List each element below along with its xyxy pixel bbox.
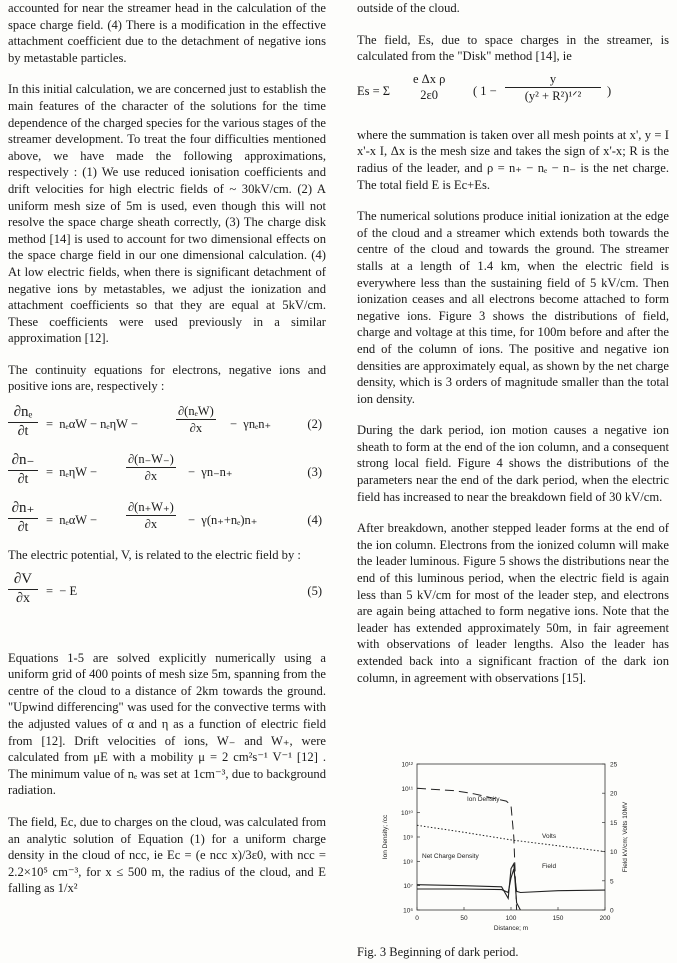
equation-4 xyxy=(8,499,326,543)
eq-lhs: Es = Σ xyxy=(357,83,391,98)
y-left-tick-label: 10¹² xyxy=(401,761,413,769)
eq-frac-num: y xyxy=(505,71,601,88)
eq-frac-den: 2ε0 xyxy=(420,87,439,102)
x-tick-label: 200 xyxy=(599,915,611,922)
series-label: Field xyxy=(542,863,557,870)
equation-5 xyxy=(8,570,326,614)
equation-number: (2) xyxy=(307,417,322,432)
paragraph: The field, Ec, due to charges on the cloud, was calculated from an analytic solution of Equation (1) for a uniform charge density in the cloud of ncc, ie Ec = (e ncc x)/3ε0, with ncc = 2.2×10⁵ cm⁻³, for x ≤ 500 m, the radius of the cloud, and E falling as 1/x² xyxy=(8,815,326,896)
series-label: Ion Density xyxy=(467,796,500,803)
series-label: Net Charge Density xyxy=(422,853,479,860)
eq-lhs-num: ∂nₑ xyxy=(8,403,38,423)
figure-caption: Fig. 3 Beginning of dark period. xyxy=(357,945,519,959)
x-tick-label: 50 xyxy=(460,915,468,922)
eq-frac-num: ∂(nₑW) xyxy=(178,404,214,419)
equation-number: (3) xyxy=(307,465,322,480)
paragraph: In this initial calculation, we are concerned just to establish the main features of the character of the solutions for the time dependence of the charged species for the various stages of the streamer development. To treat the four difficulties mentioned above, we have made the following approximations, respectively : (1) We use reduced ionisation coefficients and drift velocities for high electric fields of ~ 30kV/cm. (2) A uniform mesh size of 5m is used, even though this will not resolve the space charge sheath correctly, (3) The charge disk method [14] is used to account for two dimensional effects on the space charge field in our one dimensional calculation. (4) At low electric fields, when there is significant detachment of negative ions by metastables, we adjust the ionization and attachment coefficients so that they are equal at 5kV/cm. These coefficients were used previously in a similar approximation [12]. xyxy=(8,82,326,346)
eq-fraction-1 xyxy=(411,71,447,103)
paragraph: After breakdown, another stepped leader forms at the end of the ion column. Electrons from the ionized column will make the leader luminous. Figure 5 shows the distributions near the end of this luminous period, when the electric field is again less than 5 kV/cm for most of the leader step, and electrons are again being attached to form negative ions. Note that the leader has extended approximately 50m, in fair agreement with observations of leader lengths. Also the leader has extended back into a significant fraction of the dark ion column, in agreement with observations [15]. xyxy=(357,521,669,685)
eq-fraction xyxy=(126,451,176,484)
eq-frac-den: ∂x xyxy=(144,469,158,484)
y-right-tick-label: 0 xyxy=(610,907,614,915)
paragraph: The field, Es, due to space charges in the streamer, is calculated from the "Disk" method [14], ie xyxy=(357,32,669,64)
eq-rhs-tail: − γ(n₊+nₑ)n₊ xyxy=(188,513,258,528)
left-column xyxy=(8,0,326,912)
equation-number: (4) xyxy=(307,513,322,528)
eq-frac-num: ∂(n₊W₊) xyxy=(128,500,174,515)
eq-rhs: = nₑηW − xyxy=(46,465,98,480)
eq-mid: ( 1 − xyxy=(473,83,497,98)
series-line-net-charge-density xyxy=(417,864,520,910)
series-line-ion-density xyxy=(417,788,517,910)
series-label: Volts xyxy=(542,833,557,840)
eq-fraction-2 xyxy=(505,71,601,104)
eq-frac-num: e Δx ρ xyxy=(413,71,446,86)
y-right-tick-label: 10 xyxy=(610,849,618,857)
eq-lhs-den: ∂t xyxy=(17,520,29,536)
y-left-tick-label: 10¹¹ xyxy=(401,785,413,793)
equation-number: (5) xyxy=(307,583,322,598)
y-left-tick-label: 10⁶ xyxy=(403,907,413,915)
x-tick-label: 100 xyxy=(505,915,517,922)
right-column xyxy=(357,0,669,959)
x-axis-label: Distance; m xyxy=(493,925,529,932)
paragraph: During the dark period, ion motion causes a negative ion sheath to form at the end of the ion column, and a consequent strong local field. Figure 4 shows the distributions of the parameters near the end of the dark period, when the electric field has increased to near the breakdown field of 30 kV/cm. xyxy=(357,423,669,504)
x-tick-label: 150 xyxy=(552,915,564,922)
paragraph: accounted for near the streamer head in the calculation of the space charge field. (4) There is a modification in the effective attachment coefficient due to the detachment of negative ions by metastable particles. xyxy=(8,1,326,65)
eq-rhs: = nₑαW − nₑηW − xyxy=(46,417,138,432)
eq-lhs-num: ∂n₋ xyxy=(8,451,38,471)
eq-lhs-den: ∂t xyxy=(17,472,29,488)
y-right-axis-label: Field kV/cm; Volts 10MV xyxy=(622,801,629,873)
eq-lhs-num: ∂V xyxy=(8,570,38,590)
plot-frame xyxy=(417,764,605,910)
eq-lhs-den: ∂t xyxy=(17,424,29,440)
paragraph: where the summation is taken over all mesh points at x', y = I x'-x I, Δx is the mesh size and takes the sign of x'-x; R is the radius of the leader, and ρ = n₊ − nₑ − n₋ is the net charge. The total field E is Ec+Es. xyxy=(357,127,669,192)
equation-2 xyxy=(8,403,326,447)
y-left-tick-label: 10⁹ xyxy=(402,834,413,842)
series-line-volts xyxy=(417,825,605,851)
eq-end: ) xyxy=(607,83,612,98)
eq-frac-den: (y² + R²)¹ᐟ² xyxy=(524,88,582,103)
y-left-tick-label: 10⁸ xyxy=(403,858,413,866)
equation-disk-field xyxy=(357,71,669,111)
eq-lhs-num: ∂n₊ xyxy=(8,499,38,519)
y-left-tick-label: 10¹⁰ xyxy=(400,810,413,818)
eq-fraction xyxy=(126,499,176,532)
paragraph: Equations 1-5 are solved explicitly numerically using a uniform grid of 400 points of mesh size 5m, spanning from the centre of the cloud to a distance of 2km towards the ground. "Upwind differencing" was used for the convective terms with the adjusted values of α and η as a function of electric field from [12]. Drift velocities of ions, W₋ and W₊, were calculated from μE with a mobility μ = 2 cm²s⁻¹ V⁻¹ [12] . The minimum value of nₑ was set at 1cm⁻³, due to background radiation. xyxy=(8,650,326,798)
x-tick-label: 0 xyxy=(415,915,419,922)
paragraph: The continuity equations for electrons, negative ions and positive ions are, respectively : xyxy=(8,362,326,394)
figure-3-chart xyxy=(357,752,669,942)
eq-fraction xyxy=(176,403,216,436)
eq-rhs-tail: − γn₋n₊ xyxy=(188,465,233,480)
y-right-tick-label: 20 xyxy=(610,790,618,798)
eq-rhs-tail: − γnₑn₊ xyxy=(230,417,272,432)
y-left-axis-label: Ion Density; /cc xyxy=(382,814,389,860)
y-right-tick-label: 25 xyxy=(610,761,618,769)
eq-frac-den: ∂x xyxy=(144,517,158,532)
paragraph: The electric potential, V, is related to the electric field by : xyxy=(8,548,301,563)
eq-rhs: = − E xyxy=(46,583,78,598)
y-left-tick-label: 10⁷ xyxy=(403,883,413,891)
eq-lhs-den: ∂x xyxy=(16,590,30,606)
figure-3 xyxy=(357,752,669,942)
paragraph: The numerical solutions produce initial ionization at the edge of the cloud and a streamer which extends both towards the centre of the cloud and towards the ground. The streamer stalls at a length of 1.4 km, when the electric field is everywhere less than the sustaining field of 5 kV/cm. Then ionization ceases and all electrons become attached to form negative ions. Figure 3 shows the distributions of field, charge and voltage at this time, for 100m before and after the end of the column of ions. The positive and negative ion densities are approximately equal, as shown by the net charge density, which is 3 orders of magnitude smaller than the total ion density. xyxy=(357,209,669,406)
paragraph: outside of the cloud. xyxy=(357,1,460,15)
eq-frac-num: ∂(n₋W₋) xyxy=(128,452,174,467)
y-right-tick-label: 5 xyxy=(610,878,614,886)
eq-frac-den: ∂x xyxy=(189,421,203,436)
y-right-tick-label: 15 xyxy=(610,819,618,827)
equation-3 xyxy=(8,451,326,495)
eq-rhs: = nₑαW − xyxy=(46,513,98,528)
